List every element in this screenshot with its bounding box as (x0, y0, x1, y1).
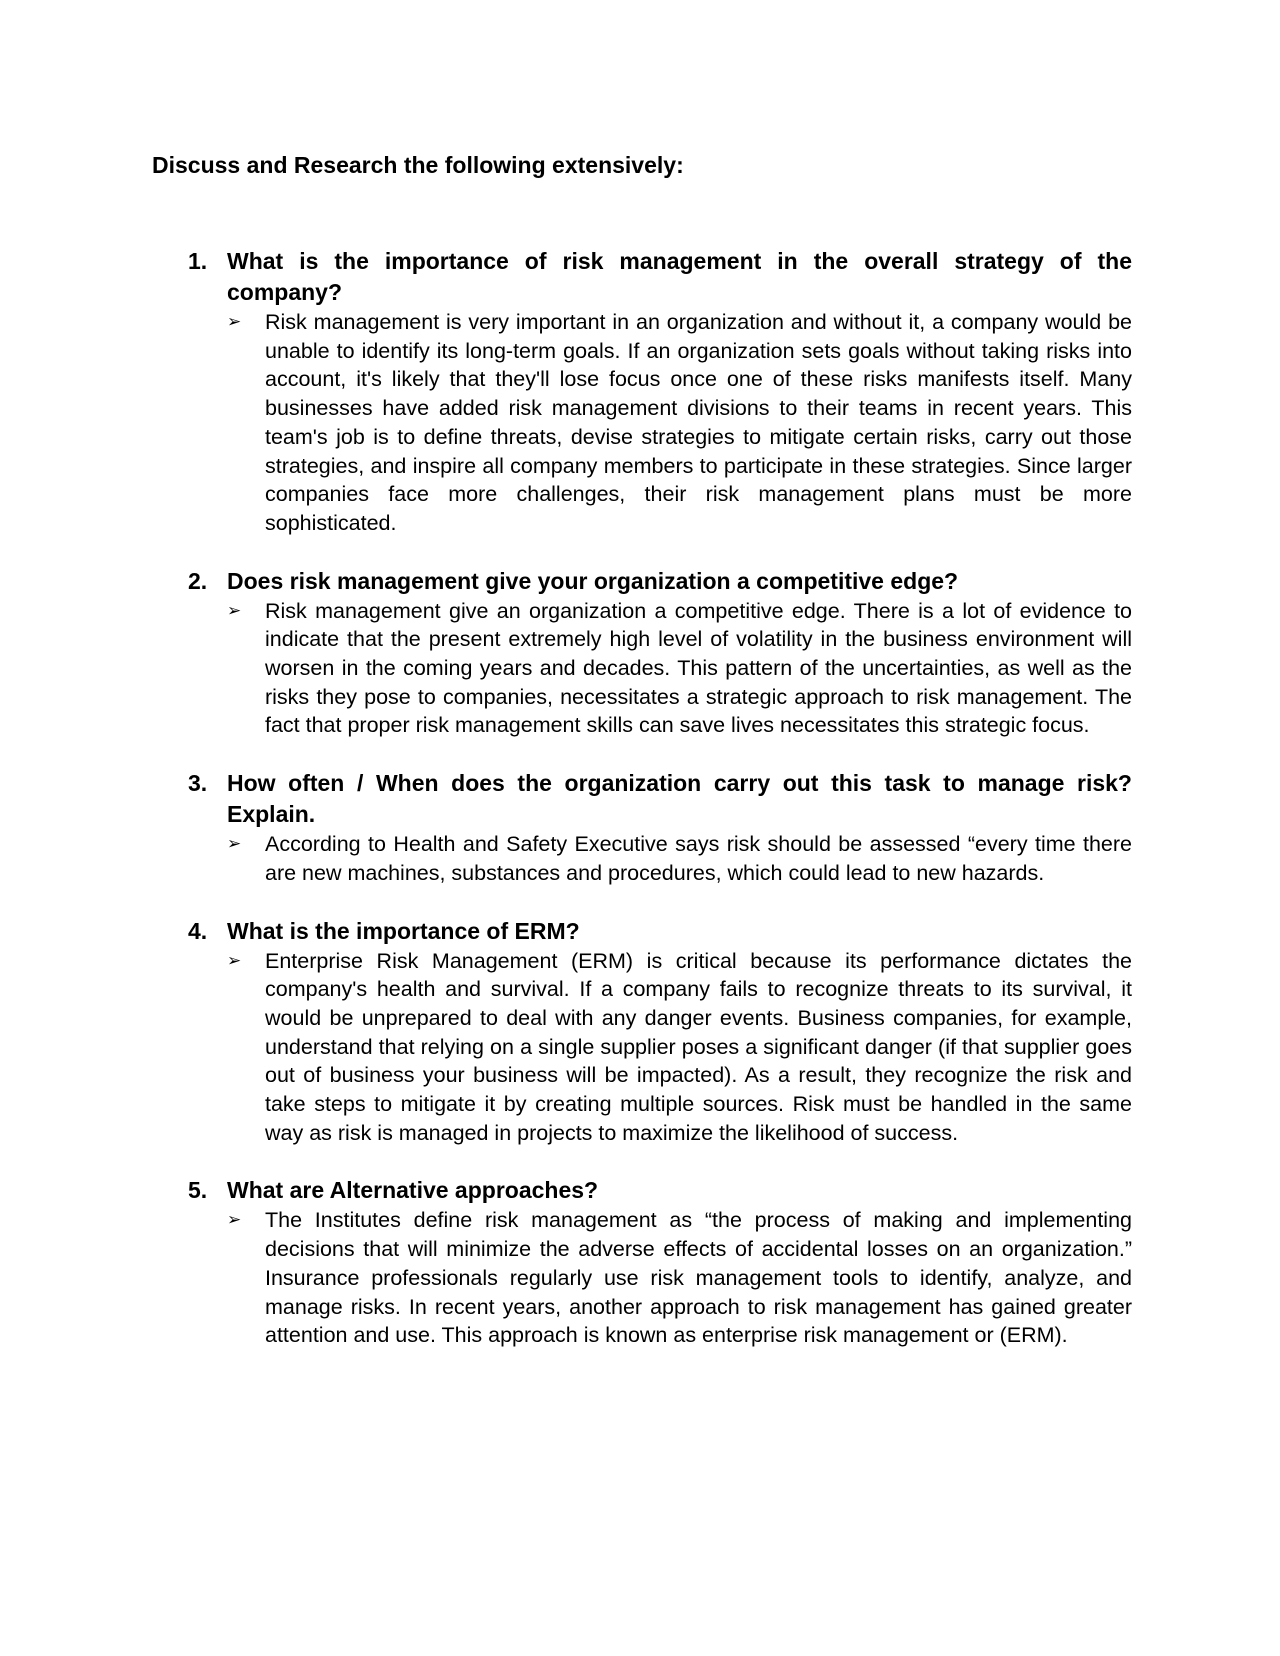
answer (227, 830, 1132, 887)
list-item (188, 1175, 1132, 1350)
answer-text: Risk management is very important in an organization and without it, a company would be unable to identify its long-term goals. If an organization sets goals without taking risks into account, it's likely that they'll lose focus once one of these risks manifests itself. Many businesses have added risk management divisions to their teams in recent years. This team's job is to define threats, devise strategies to mitigate certain risks, carry out those strategies, and inspire all company members to participate in these strategies. Since larger companies face more challenges, their risk management plans must be more sophisticated. (265, 310, 1132, 535)
question-list (188, 246, 1132, 1378)
arrow-bullet-icon: ➢ (227, 600, 242, 621)
answer-text: According to Health and Safety Executive says risk should be assessed “every time there are new machines, substances and procedures, which could lead to new hazards. (265, 832, 1132, 885)
answer (227, 308, 1132, 538)
list-item (188, 566, 1132, 741)
document-title: Discuss and Research the following extensively: (152, 152, 684, 178)
item-number: 5. (188, 1177, 208, 1204)
list-item (188, 768, 1132, 887)
answer (227, 1206, 1132, 1350)
arrow-bullet-icon: ➢ (227, 834, 242, 855)
arrow-bullet-icon: ➢ (227, 950, 242, 971)
question-heading: How often / When does the organization carry out this task to manage risk? Explain. (227, 770, 1132, 828)
item-number: 3. (188, 770, 208, 797)
arrow-bullet-icon: ➢ (227, 1210, 242, 1231)
answer (227, 947, 1132, 1148)
list-item (188, 246, 1132, 538)
question-heading: Does risk management give your organization a competitive edge? (227, 567, 959, 594)
question-heading: What are Alternative approaches? (227, 1177, 599, 1204)
item-number: 2. (188, 567, 208, 594)
item-number: 4. (188, 917, 208, 944)
question-heading: What is the importance of risk management in the overall strategy of the company? (227, 248, 1132, 305)
item-number: 1. (188, 248, 208, 274)
answer-text: The Institutes define risk management as “the process of making and implementing decisions that will minimize the adverse effects of accidental losses on an organization.” Insurance professionals regularly use risk management tools to identify, analyze, and manage risks. In recent years, another approach to risk management has gained greater attention and use. This approach is known as enterprise risk management or (ERM). (265, 1208, 1132, 1348)
list-item (188, 916, 1132, 1148)
arrow-bullet-icon: ➢ (227, 312, 242, 332)
answer-text: Risk management give an organization a competitive edge. There is a lot of evidence to indicate that the present extremely high level of volatility in the business environment will worsen in the coming years and decades. This pattern of the uncertainties, as well as the risks they pose to companies, necessitates a strategic approach to risk management. The fact that proper risk management skills can save lives necessitates this strategic focus. (265, 598, 1132, 738)
answer (227, 597, 1132, 741)
question-heading: What is the importance of ERM? (227, 917, 580, 944)
answer-text: Enterprise Risk Management (ERM) is critical because its performance dictates the company's health and survival. If a company fails to recognize threats to its survival, it would be unprepared to deal with any danger events. Business companies, for example, understand that relying on a single supplier poses a significant danger (if that supplier goes out of business your business will be impacted). As a result, they recognize the risk and take steps to mitigate it by creating multiple sources. Risk must be handled in the same way as risk is managed in projects to maximize the likelihood of success. (265, 948, 1132, 1145)
